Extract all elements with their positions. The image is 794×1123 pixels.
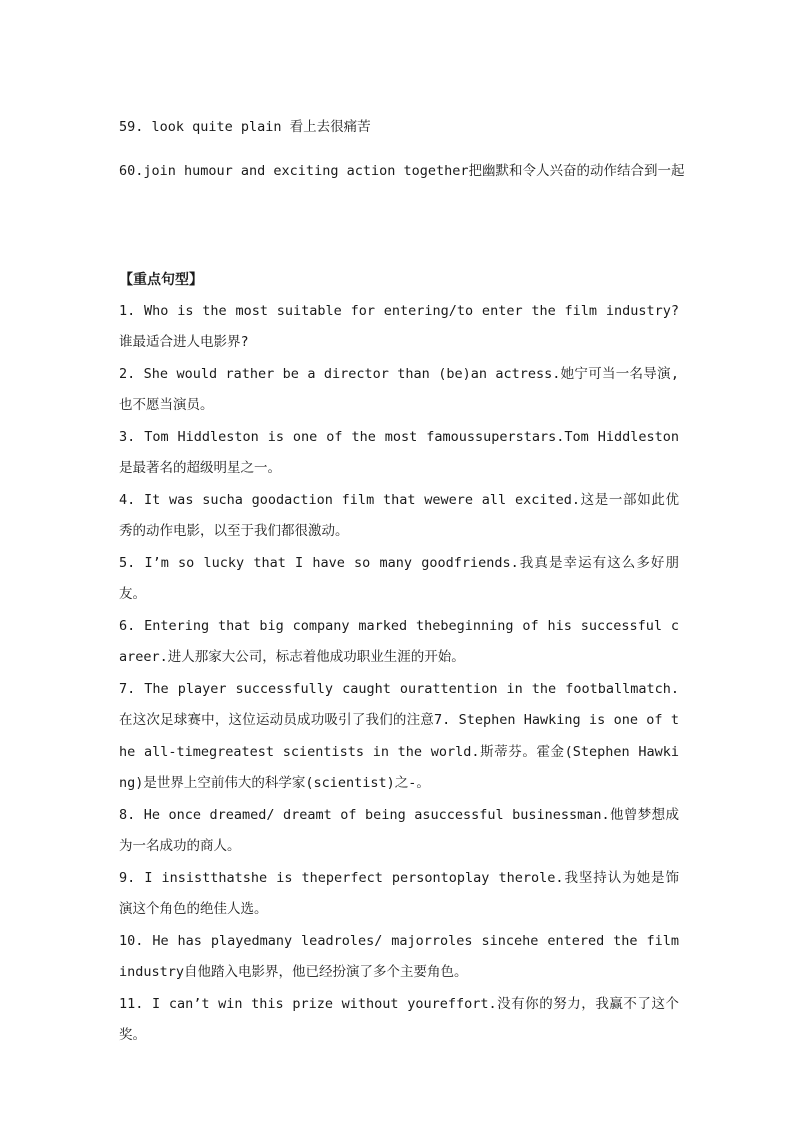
sentence-item: 5. I’m so lucky that I have so many goodfriends.我真是幸运有这么多好朋友。 — [119, 554, 679, 602]
sentence-item: 2. She would rather be a director than (be)an actress.她宁可当一名导演,也不愿当演员。 — [119, 365, 679, 413]
sentence-item: 1. Who is the most suitable for entering/to enter the film industry?谁最适合进人电影界? — [119, 302, 679, 350]
section-heading: 【重点句型】 — [119, 271, 203, 288]
vocab-list — [119, 112, 685, 188]
page-content — [119, 98, 685, 1052]
key-sentence-list — [119, 296, 679, 1052]
sentence-item: 3. Tom Hiddleston is one of the most famoussuperstars.Tom Hiddleston是最著名的超级明星之一。 — [119, 428, 679, 476]
sentence-item: 9. I insistthatshe is theperfect persontoplay therole.我坚持认为她是饰演这个角色的绝佳人选。 — [119, 869, 679, 917]
spacer — [119, 201, 679, 265]
sentence-item: 10. He has playedmany leadroles/ majorroles sincehe entered the film industry自他踏入电影界，他已经扮演了多个主要角色。 — [119, 932, 679, 980]
sentence-item: 6. Entering that big company marked thebeginning of his successful career.进人那家大公司，标志着他成功职业生涯的开始。 — [119, 617, 679, 665]
vocab-item: 59. look quite plain 看上去很痛苦 — [119, 118, 371, 135]
sentence-item: 11. I can’t win this prize without youreffort.没有你的努力，我赢不了这个奖。 — [119, 995, 679, 1043]
sentence-item: 8. He once dreamed/ dreamt of being asuccessful businessman.他曾梦想成为一名成功的商人。 — [119, 806, 679, 854]
sentence-item: 4. It was sucha goodaction film that wewere all excited.这是一部如此优秀的动作电影，以至于我们都很激动。 — [119, 491, 679, 539]
vocab-item: 60.join humour and exciting action together把幽默和令人兴奋的动作结合到一起 — [119, 163, 685, 179]
sentence-item: 7. The player successfully caught ourattention in the footballmatch.在这次足球赛中，这位运动员成功吸引了我们的注意7. Stephen Hawking is one of the all-timegreatest scientists in the world.斯蒂芬。霍金(Stephen Hawking)是世界上空前伟大的科学家(scientist)之-。 — [119, 680, 679, 791]
